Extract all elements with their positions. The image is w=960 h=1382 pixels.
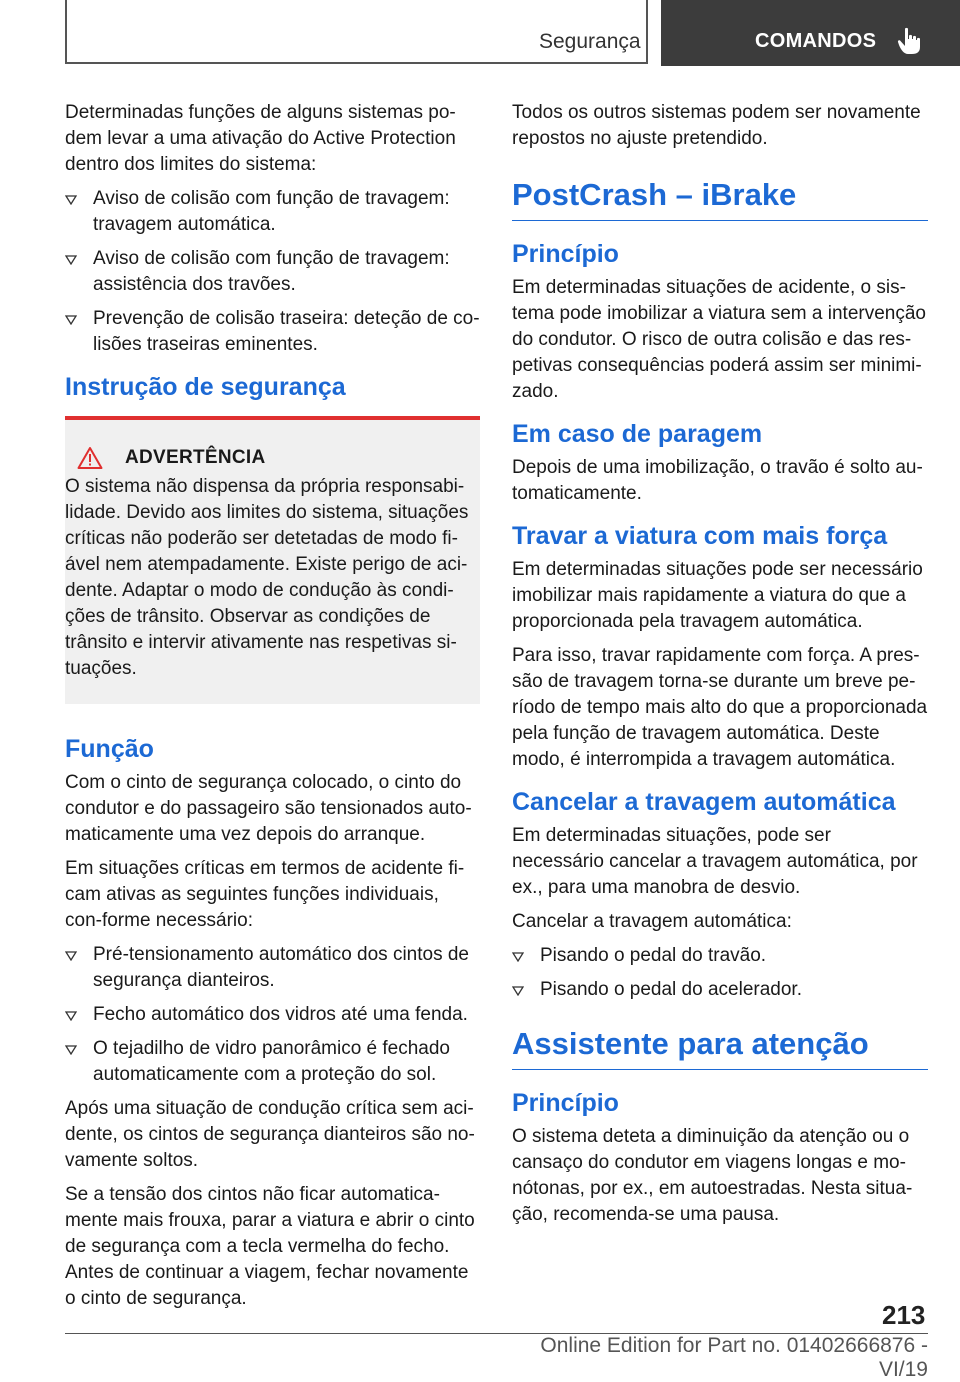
- attention-heading: Assistente para atenção: [512, 1026, 869, 1061]
- triangle-bullet-icon: [65, 315, 77, 325]
- stop-paragraph: Depois de uma imobilização, o travão é solto au-tomaticamente.: [512, 457, 923, 504]
- cancel-list: [512, 943, 928, 1003]
- page-number: 213: [882, 1300, 926, 1330]
- attention-principle-heading: Princípio: [512, 1089, 619, 1117]
- safety-heading: Instrução de segurança: [65, 373, 346, 401]
- postcrash-heading: PostCrash – iBrake: [512, 177, 797, 212]
- function-paragraph: Em situações críticas em termos de acidente fi-cam ativas as seguintes funções individuais, con-forme necessário:: [65, 858, 465, 931]
- protection-list: [65, 186, 480, 358]
- page-header: [0, 0, 960, 66]
- left-column: [65, 100, 480, 1320]
- brake-paragraph: Em determinadas situações pode ser necessário imobilizar mais rapidamente a viatura do que a proporcionada pela travagem automática.: [512, 559, 923, 632]
- list-item: Fecho automático dos vidros até uma fenda.: [65, 1002, 480, 1028]
- intro-paragraph: Todos os outros sistemas podem ser novamente repostos no ajuste pretendido.: [512, 102, 921, 149]
- heading-rule: [512, 1069, 928, 1070]
- function-paragraph: Com o cinto de segurança colocado, o cinto do condutor e do passageiro são tensionados auto-maticamente uma vez depois do arranque.: [65, 772, 472, 845]
- attention-paragraph: O sistema deteta a diminuição da atenção ou o cansaço do condutor em viagens longas e mo-nótonas, por ex., em autoestradas. Nesta situa-ção, recomenda-se uma pausa.: [512, 1126, 913, 1225]
- list-item: Pisando o pedal do travão.: [512, 943, 928, 969]
- list-item: Prevenção de colisão traseira: deteção de co-lisões traseiras eminentes.: [65, 306, 480, 358]
- triangle-bullet-icon: [65, 1011, 77, 1021]
- cancel-paragraph: Em determinadas situações, pode ser necessário cancelar a travagem automática, por ex., para uma manobra de desvio.: [512, 825, 918, 898]
- warning-triangle-icon: [77, 446, 103, 470]
- cancel-paragraph: Cancelar a travagem automática:: [512, 911, 792, 932]
- triangle-bullet-icon: [65, 1045, 77, 1055]
- list-item: Pré-tensionamento automático dos cintos de segurança dianteiros.: [65, 942, 480, 994]
- function-list: [65, 942, 480, 1088]
- brake-heading: Travar a viatura com mais força: [512, 522, 888, 550]
- list-item: Aviso de colisão com função de travagem: travagem automática.: [65, 186, 480, 238]
- function-heading: Função: [65, 735, 154, 763]
- triangle-bullet-icon: [512, 952, 524, 962]
- principle-heading: Princípio: [512, 240, 619, 268]
- function-paragraph: Se a tensão dos cintos não ficar automatica-mente mais frouxa, parar a viatura e abrir o cinto de segurança com a tecla vermelha do fecho. Antes de continuar a viagem, fechar novamente o cinto de segurança.: [65, 1184, 475, 1309]
- intro-paragraph: Determinadas funções de alguns sistemas po-dem levar a uma ativação do Active Protection dentro dos limites do sistema:: [65, 102, 456, 175]
- heading-rule: [512, 220, 928, 221]
- warning-text: O sistema não dispensa da própria responsabi-lidade. Devido aos limites do sistema, situações críticas não poderão ser detetadas de modo fi-ável nem atempadamente. Existe perigo de aci-dente. Adaptar o modo de condução às condi-ções de trânsito. Observar as condições de trânsito e intervir ativamente nas respetivas si-tuações.: [65, 476, 469, 679]
- principle-paragraph: Em determinadas situações de acidente, o sis-tema pode imobilizar a viatura sem a intervenção do condutor. O risco de outra colisão e das res-petivas consequências poderá assim ser minimi-zado.: [512, 277, 926, 402]
- right-column: [512, 100, 928, 1236]
- triangle-bullet-icon: [65, 195, 77, 205]
- warning-title: ADVERTÊNCIA: [125, 447, 266, 468]
- brake-paragraph: Para isso, travar rapidamente com força. A pres-são de travagem torna-se durante um breve pe-ríodo de tempo mais alto do que a proporcionada pela função de travagem automática. Deste modo, é interrompida a travagem automática.: [512, 645, 928, 770]
- triangle-bullet-icon: [65, 951, 77, 961]
- edition-text: Online Edition for Part no. 01402666876 - VI/19: [540, 1334, 928, 1381]
- list-item: O tejadilho de vidro panorâmico é fechado automaticamente com a proteção do sol.: [65, 1036, 480, 1088]
- cancel-heading: Cancelar a travagem automática: [512, 788, 896, 816]
- function-paragraph: Após uma situação de condução crítica sem aci-dente, os cintos de segurança dianteiros são no-vamente soltos.: [65, 1098, 475, 1171]
- triangle-bullet-icon: [512, 986, 524, 996]
- pointing-hand-icon: [897, 27, 923, 55]
- list-item: Aviso de colisão com função de travagem: assistência dos travões.: [65, 246, 480, 298]
- chapter-title: COMANDOS: [755, 30, 877, 52]
- stop-heading: Em caso de paragem: [512, 420, 763, 448]
- list-item: Pisando o pedal do acelerador.: [512, 977, 928, 1003]
- section-title: Segurança: [539, 30, 641, 53]
- warning-box: [65, 416, 480, 704]
- triangle-bullet-icon: [65, 255, 77, 265]
